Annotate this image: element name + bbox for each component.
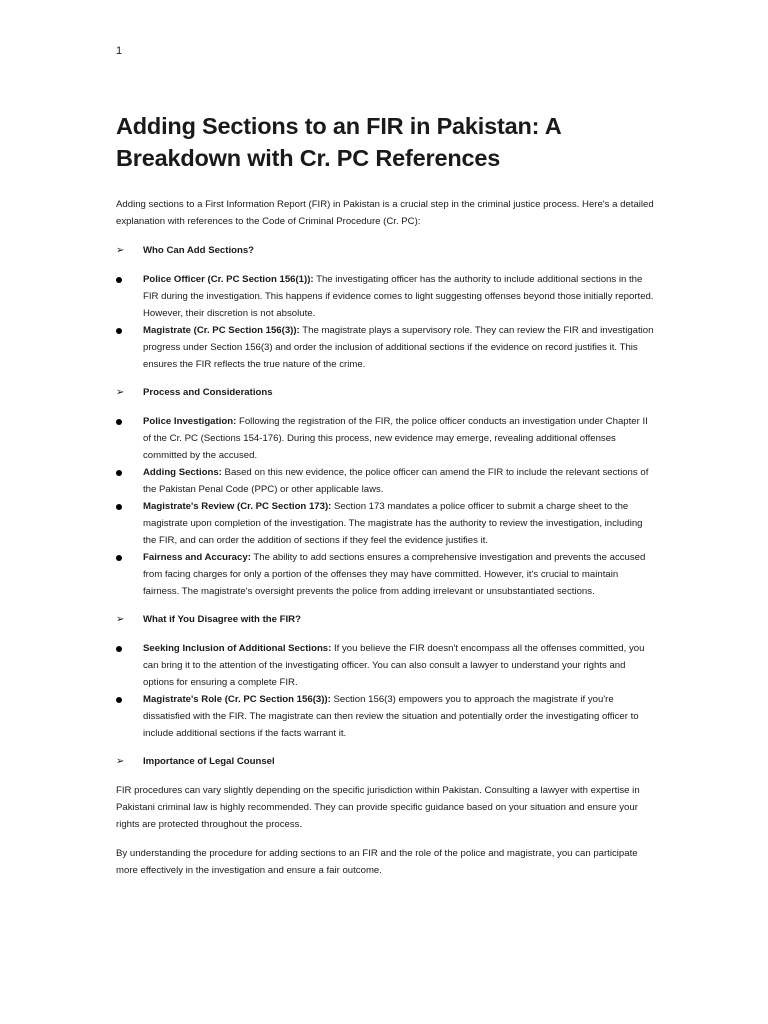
bullet-list [116, 640, 656, 742]
bullet-dot-icon [116, 470, 122, 476]
item-label: Magistrate (Cr. PC Section 156(3)): [143, 325, 300, 336]
item-label: Fairness and Accuracy: [143, 552, 251, 563]
bullet-dot-icon [116, 504, 122, 510]
list-item [116, 640, 656, 691]
item-text: The investigating officer has the authority to include additional sections in the FIR during the investigation. This happens if evidence comes to light suggesting offenses beyond those initially reported. However, their discretion is not absolute. [143, 274, 654, 319]
item-label: Magistrate's Review (Cr. PC Section 173): [143, 501, 332, 512]
bullet-dot-icon [116, 328, 122, 334]
list-item [116, 322, 656, 373]
list-item [116, 498, 656, 549]
list-item [116, 464, 656, 498]
arrow-bullet-icon: ➢ [116, 387, 125, 398]
item-label: Police Officer (Cr. PC Section 156(1)): [143, 274, 314, 285]
section-heading-text: What if You Disagree with the FIR? [143, 614, 301, 625]
page-title: Adding Sections to an FIR in Pakistan: A Breakdown with Cr. PC References [116, 113, 561, 171]
bullet-dot-icon [116, 419, 122, 425]
section-heading-text: Process and Considerations [143, 387, 273, 398]
section-heading-text: Who Can Add Sections? [143, 245, 255, 256]
bullet-list [116, 271, 656, 373]
section-heading-text: Importance of Legal Counsel [143, 756, 275, 767]
item-label: Police Investigation: [143, 416, 237, 427]
bullet-dot-icon [116, 697, 122, 703]
section-heading [116, 384, 656, 401]
bullet-dot-icon [116, 555, 122, 561]
arrow-bullet-icon: ➢ [116, 756, 125, 767]
arrow-bullet-icon: ➢ [116, 245, 125, 256]
item-text: If you believe the FIR doesn't encompass all the offenses committed, you can bring it to the attention of the investigating officer. You can also consult a lawyer to understand your rights and options for ensuring a complete FIR. [143, 643, 645, 688]
intro-paragraph: Adding sections to a First Information Report (FIR) in Pakistan is a crucial step in the criminal justice process. Here's a detailed explanation with references to the Code of Criminal Procedure (Cr. PC): [116, 199, 654, 227]
arrow-bullet-icon: ➢ [116, 614, 125, 625]
item-text: Following the registration of the FIR, the police officer conducts an investigation under Chapter II of the Cr. PC (Sections 154-176). During this process, new evidence may emerge, revealing additional offenses committed by the accused. [143, 416, 648, 461]
list-item [116, 413, 656, 464]
list-item [116, 549, 656, 600]
closing-container [116, 782, 656, 879]
page-number: 1 [116, 45, 123, 57]
item-text: Based on this new evidence, the police officer can amend the FIR to include the relevant sections of the Pakistan Penal Code (PPC) or other applicable laws. [143, 467, 649, 495]
bullet-list [116, 413, 656, 600]
item-text: Section 156(3) empowers you to approach the magistrate if you're dissatisfied with the FIR. The magistrate can then review the situation and potentially order the investigating officer to include additional sections if the facts warrant it. [143, 694, 639, 739]
closing-paragraph: FIR procedures can vary slightly depending on the specific jurisdiction within Pakistan. Consulting a lawyer with expertise in Pakistani criminal law is highly recommended. They can provide specific guidance based on your situation and ensure your rights are protected throughout the process. [116, 785, 640, 830]
closing-paragraph: By understanding the procedure for adding sections to an FIR and the role of the police and magistrate, you can participate more effectively in the investigation and ensure a fair outcome. [116, 848, 638, 876]
section-heading [116, 753, 656, 770]
item-text: The magistrate plays a supervisory role. They can review the FIR and investigation progress under Section 156(3) and order the inclusion of additional sections if the evidence on record justifies it. This ensures the FIR reflects the true nature of the crime. [143, 325, 654, 370]
item-label: Magistrate's Role (Cr. PC Section 156(3)): [143, 694, 331, 705]
item-label: Seeking Inclusion of Additional Sections: [143, 643, 332, 654]
sections-container [116, 242, 656, 770]
section-heading [116, 242, 656, 259]
list-item [116, 271, 656, 322]
list-item [116, 691, 656, 742]
item-text: The ability to add sections ensures a comprehensive investigation and prevents the accused from facing charges for only a portion of the offenses they may have committed. However, it's crucial to maintain fairness. The magistrate's oversight prevents the police from adding irrelevant or unsubstantiated sections. [143, 552, 646, 597]
document-body [116, 196, 656, 891]
bullet-dot-icon [116, 277, 122, 283]
bullet-dot-icon [116, 646, 122, 652]
item-text: Section 173 mandates a police officer to submit a charge sheet to the magistrate upon completion of the investigation. The magistrate has the authority to review the investigation, including the FIR, and can order the addition of sections if they feel the evidence justifies it. [143, 501, 643, 546]
item-label: Adding Sections: [143, 467, 222, 478]
section-heading [116, 611, 656, 628]
